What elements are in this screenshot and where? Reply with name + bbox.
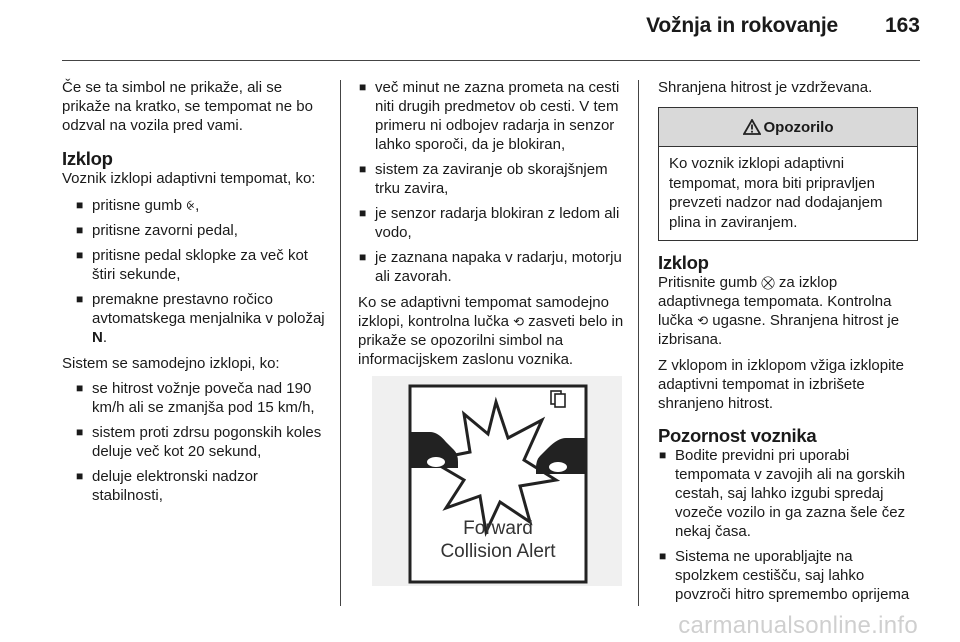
col3-paragraph-2: Z vklopom in izklopom vžiga izklopite adaptivni tempomat in izbrišete shranjeno hitrost. <box>658 357 904 412</box>
bullet-marker: ■ <box>359 250 367 264</box>
list-item: ■ več minut ne zazna prometa na cesti niti drugih predmetov ob cesti. V tem primeru ni odbojev radarja in senzor lahko sporoči, da je blokiran, <box>359 79 620 153</box>
bullet-marker: ■ <box>359 162 367 176</box>
pages-icon <box>551 391 565 407</box>
column-divider-left <box>340 80 341 606</box>
bullet-marker: ■ <box>659 549 667 563</box>
bullet-marker: ■ <box>76 223 84 237</box>
col3-intro: Shranjena hitrost je vzdrževana. <box>658 79 873 96</box>
figure-label-line2: Collision Alert <box>440 541 556 562</box>
col1-auto-lead: Sistem se samodejno izklopi, ko: <box>62 355 280 372</box>
list-item: ■ sistem za zaviranje ob skorajšnjem trku zavira, <box>359 161 608 197</box>
col3-heading-attention: Pozornost voznika <box>658 425 817 446</box>
cruise-off-icon: ⛒ <box>761 275 775 290</box>
col3-paragraph-1: Pritisnite gumb ⛒ za izklop adaptivnega tempomata. Kontrolna lučka ⟲ ugasne. Shranjena hitrost je izbrisana. <box>658 274 900 348</box>
bullet-marker: ■ <box>76 425 84 439</box>
col2-paragraph: Ko se adaptivni tempomat samodejno izklopi, kontrolna lučka ⟲ zasveti belo in prikaže se opozorilni simbol na informacijskem zaslonu voznika. <box>358 294 624 368</box>
warning-text: Ko voznik izklopi adaptivni tempomat, mora biti pripravljen prevzeti nadzor nad dodajanjem plina in zaviranjem. <box>669 155 883 231</box>
list-item: ■ deluje elektronski nadzor stabilnosti, <box>76 468 258 504</box>
bullet-marker: ■ <box>76 198 84 212</box>
list-item: ■ je zaznana napaka v radarju, motorju ali zavorah. <box>359 249 622 285</box>
bullet-marker: ■ <box>76 248 84 262</box>
cruise-cancel-icon: ⨴ <box>186 198 196 213</box>
list-item: ■ pritisne pedal sklopke za več kot štiri sekunde, <box>76 247 308 283</box>
list-item: ■ pritisne gumb ⨴, <box>76 197 200 214</box>
bullet-marker: ■ <box>659 448 667 462</box>
bullet-marker: ■ <box>359 206 367 220</box>
bullet-marker: ■ <box>76 469 84 483</box>
list-item: ■ se hitrost vožnje poveča nad 190 km/h ali se zmanjša pod 15 km/h, <box>76 380 315 416</box>
page-number: 163 <box>884 14 920 37</box>
warning-triangle-icon <box>743 119 761 135</box>
bullet-marker: ■ <box>76 292 84 306</box>
column-2 <box>358 78 626 376</box>
col3-heading-izklop: Izklop <box>658 252 709 273</box>
column-1 <box>62 78 330 511</box>
list-item: ■ Bodite previdni pri uporabi tempomata v zavojih ali na gorskih cestah, saj lahko izgubi spredaj vozeče vozilo in ga zazna šele čez nekaj časa. <box>659 447 906 540</box>
gear-position-n: N <box>92 329 103 346</box>
watermark: carmanualsonline.info <box>678 612 918 639</box>
bullet-marker: ■ <box>76 381 84 395</box>
column-divider-right <box>638 80 639 606</box>
header-rule <box>62 60 920 61</box>
list-item: ■ je senzor radarja blokiran z ledom ali vodo, <box>359 205 620 241</box>
col1-intro: Če se ta simbol ne prikaže, ali se prikaže na kratko, se tempomat ne bo odzval na vozila pred vami. <box>62 79 313 134</box>
forward-collision-alert-figure <box>372 376 622 586</box>
col1-lead: Voznik izklopi adaptivni tempomat, ko: <box>62 170 316 187</box>
figure-label-line1: Forward <box>463 518 533 539</box>
list-item: ■ sistem proti zdrsu pogonskih koles deluje več kot 20 sekund, <box>76 424 322 460</box>
page-header-title: Vožnja in rokovanje <box>646 14 838 37</box>
warning-header <box>659 108 917 147</box>
list-item: ■ premakne prestavno ročico avtomatskega menjalnika v položaj N. <box>76 291 325 346</box>
warning-title: Opozorilo <box>763 118 834 136</box>
list-item: ■ pritisne zavorni pedal, <box>76 222 238 239</box>
list-item: ■ Sistema ne uporabljajte na spolzkem cestišču, saj lahko povzroči hitro spremembo oprijema <box>659 548 910 603</box>
cruise-indicator-icon: ⟲ <box>513 314 524 329</box>
cruise-indicator-icon: ⟲ <box>697 313 709 328</box>
warning-box <box>658 107 918 241</box>
col1-heading-izklop: Izklop <box>62 148 113 169</box>
bullet-marker: ■ <box>359 80 367 94</box>
column-3 <box>658 78 920 610</box>
